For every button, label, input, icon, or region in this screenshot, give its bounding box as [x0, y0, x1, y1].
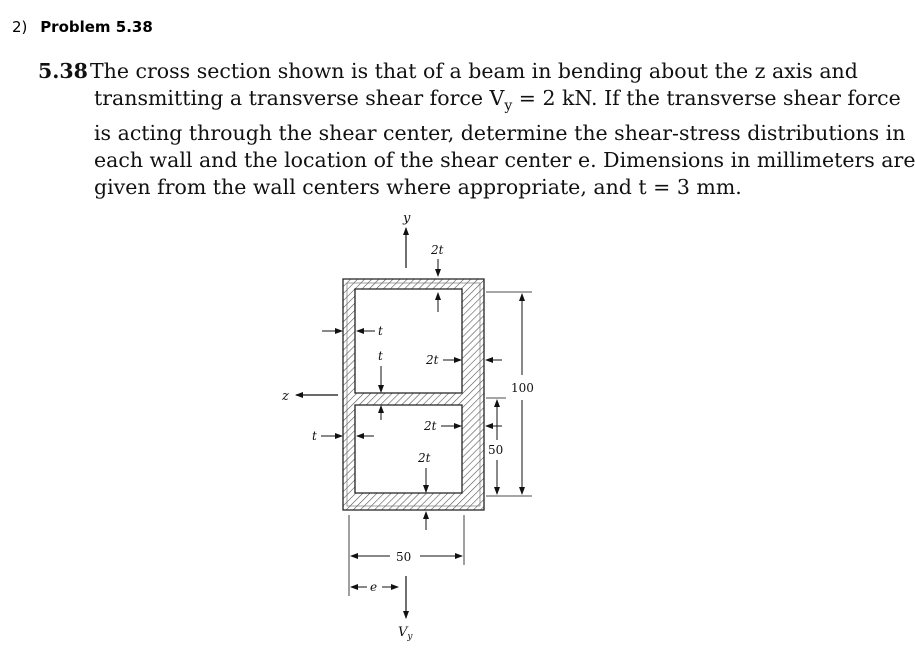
dim-e-label: e: [370, 580, 378, 594]
problem-text-line-2-sub: y: [504, 98, 513, 115]
problem-text-line-2-rest: = 2 kN. If the transverse shear force: [512, 86, 901, 110]
label-2t-bottom: 2t: [418, 451, 431, 465]
label-2t-right-upper: 2t: [426, 353, 439, 367]
problem-line-4: each wall and the location of the shear center e. Dimensions in millimeters are: [94, 148, 915, 173]
section-walls: [343, 279, 484, 510]
force-vy-label-main: V: [398, 625, 408, 640]
problem-number: 2): [12, 18, 28, 36]
label-2t-top: 2t: [431, 243, 444, 257]
problem-line-3: is acting through the shear center, determine the shear-stress distributions in: [94, 121, 906, 146]
z-axis-label: z: [282, 389, 289, 404]
problem-statement-number: 5.38: [38, 59, 88, 83]
beam-section: [343, 279, 484, 510]
force-vy-label: [398, 625, 413, 642]
y-axis-label: y: [403, 211, 411, 226]
label-t-lower-left: t: [312, 429, 317, 443]
dim-50h-label: 50: [488, 443, 504, 457]
problem-text-line-2: transmitting a transverse shear force V: [94, 86, 505, 110]
problem-text-line-1: The cross section shown is that of a beam in bending about the z axis and: [90, 59, 858, 83]
label-2t-right-lower: 2t: [424, 419, 437, 433]
force-vy-label-sub: y: [407, 632, 413, 642]
problem-line-5: given from the wall centers where appropriate, and t = 3 mm.: [94, 175, 742, 200]
label-t-left-inner: t: [378, 349, 383, 363]
label-t-left-outer: t: [378, 324, 383, 338]
dim-100-label: 100: [511, 381, 534, 395]
problem-title: Problem 5.38: [40, 18, 153, 36]
dim-50w-label: 50: [396, 550, 412, 564]
